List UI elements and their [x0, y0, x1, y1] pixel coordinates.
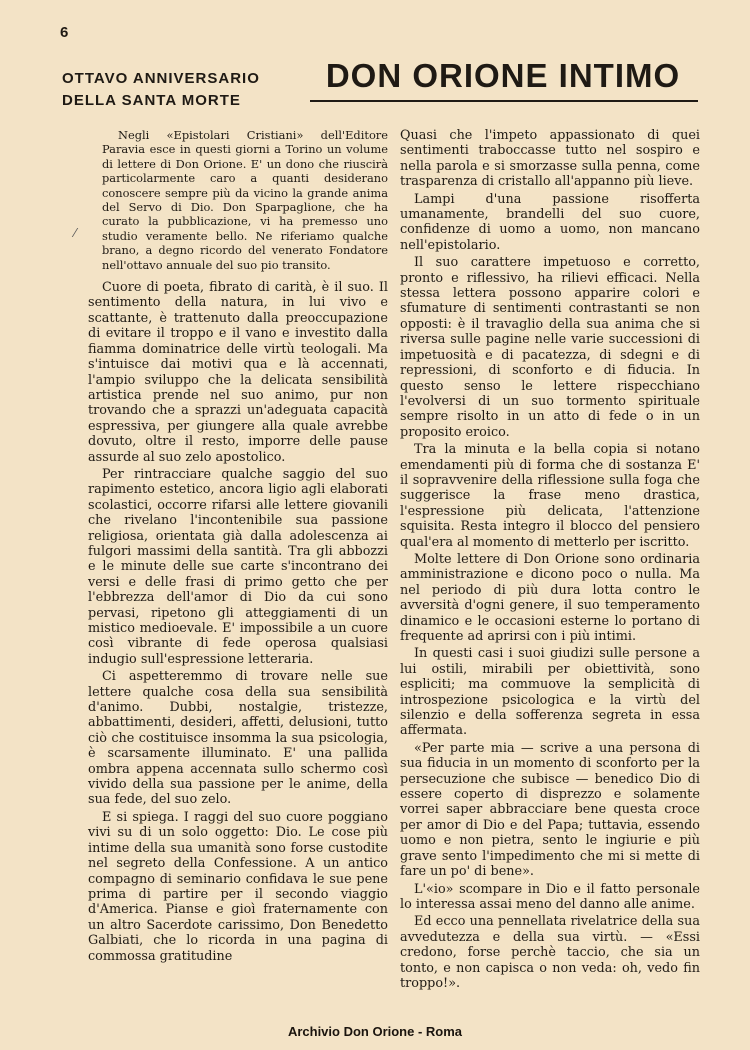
intro-paragraph: Negli «Epistolari Cristiani» dell'Editore Paravia esce in questi giorni a Torino un volume di lettere di Don Orione. E' un dono che riuscirà particolarmente caro a quanti desiderano conoscere sempre più da vicino la grande anima del Servo di Dio. Don Sparpaglione, che ha curato la pubblicazione, vi ha premesso uno studio veramente bello. Ne riferiamo qualche brano, a degno ricordo del venerato Fondatore nell'ottavo annuale del suo pio transito. — [102, 128, 388, 272]
right-column — [400, 128, 700, 993]
body-paragraph: Cuore di poeta, fibrato di carità, è il suo. Il sentimento della natura, in lui vivo e scattante, è trattenuto dalla preoccupazione di evitare il troppo e il vano e investito dalla fiamma dominatrice delle virtù teologali. Ma s'intuisce dai motivi qua e là accennati, l'ampio sviluppo che la delicata sensibilità artistica prende nel suo animo, pur non trovando che a sprazzi un'adeguata capacità espressiva, per giungere alla quale avrebbe dovuto, oltre il resto, imporre delle pause assurde al suo zelo apostolico. — [88, 280, 388, 465]
body-paragraph: Lampi d'una passione risofferta umanamente, brandelli del suo cuore, confidenze di uomo a uomo, non mancano nell'epistolario. — [400, 191, 700, 253]
kicker-line-2: DELLA SANTA MORTE — [62, 92, 241, 109]
title-underline — [310, 100, 698, 102]
kicker-heading — [62, 68, 260, 112]
page-number: 6 — [60, 24, 69, 41]
body-paragraph: In questi casi i suoi giudizi sulle persone a lui ostili, mirabili per obiettività, sono espliciti; ma commuove la semplicità di introspezione psicologica e la virtù del silenzio e della sofferenza segreta in essa affermata. — [400, 646, 700, 739]
body-paragraph: Ci aspetteremmo di trovare nelle sue lettere qualche cosa della sua sensibilità d'animo. Dubbi, nostalgie, tristezze, abbattimenti, desideri, affetti, delusioni, tutto ciò che costituisce insomma la sua psicologia, è scarsamente illuminato. E' una pallida ombra appena accennata sullo schermo così vivido della sua passione per le anime, della sua fede, del suo zelo. — [88, 669, 388, 808]
left-column — [88, 128, 388, 966]
archive-footer: Archivio Don Orione - Roma — [287, 1024, 463, 1039]
quote-paragraph: «Per parte mia — scrive a una persona di sua fiducia in un momento di sconforto per la persecuzione che subisce — benedico Dio di essere coperto di disprezzo e solamente vorrei saper abbracciare bene questa croce per amor di Dio e del Papa; tuttavia, essendo uomo e non pietra, sento le ingiurie e più grave sento l'impedimento che mi si mette di fare un po' di bene». — [400, 740, 700, 880]
body-paragraph: Il suo carattere impetuoso e corretto, pronto e riflessivo, ha rilievi efficaci. Nella stessa lettera possono apparire colori e sfumature di sentimenti contrastanti se non opposti: è il travaglio della sua anima che si riversa sulle pagine nelle varie successioni di impetuosità e di pacatezza, di sdegni e di repressioni, di sconforto e di fiducia. In questo senso le lettere rispecchiano l'evolversi di un suo tormento spirituale sempre risolto in un atto di fede o in un proposito eroico. — [400, 255, 700, 440]
kicker-line-1: OTTAVO ANNIVERSARIO — [62, 70, 260, 87]
body-paragraph: Tra la minuta e la bella copia si notano emendamenti più di forma che di sostanza E' il sopravvenire della riflessione sulla foga che suggerisce la frase meno drastica, l'espressione più delicata, l'attenzione squisita. Resta integro il blocco del pensiero qual'era al momento di metterlo per iscritto. — [400, 442, 700, 550]
body-paragraph: Quasi che l'impeto appassionato di quei sentimenti traboccasse tutto nel sospiro e nella parola e si smorzasse sulla penna, come trasparenza di cristallo all'appannо più lieve. — [400, 128, 700, 190]
body-paragraph: Per rintracciare qualche saggio del suo rapimento estetico, ancora ligio agli elaborati scolastici, occorre rifarsi alle lettere giovanili che rivelano l'incontenibile sua passione religiosa, orientata già dalla adolescenza ai fulgori massimi della santità. Tra gli abbozzi e le minute delle sue carte s'incontrano dei versi e delle frasi di primo getto che per l'ebbrezza dell'amor di Dio da cui sono pervasi, ripetono gli atteggiamenti di un mistico medioevale. E' impossibile a un cuore così vibrante di fede operosa qualsiasi indugio sull'espressione letteraria. — [88, 466, 388, 667]
body-paragraph: L'«io» scompare in Dio e il fatto personale lo interessa assai meno del danno alle anime. — [400, 881, 700, 912]
margin-pen-mark: ⁄ — [74, 226, 77, 240]
body-paragraph: Ed ecco una pennellata rivelatrice della sua avvedutezza e della sua virtù. — «Essi credono, forse perchè taccio, che sia un tonto, e non capisca o non veda: oh, vedo fin troppo!». — [400, 914, 700, 991]
body-paragraph: E si spiega. I raggi del suo cuore poggiano vivi su di un solo oggetto: Dio. Le cose più intime della sua umanità sono forse custodite nel segreto della Confessione. A un antico compagno di seminario confidava le sue pene prima di partire per il secondo viaggio d'America. Pianse e gioì fraternamente con un altro Sacerdote carissimo, Don Benedetto Galbiati, che lo ricorda in una pagina di commossa gratitudine — [88, 809, 388, 964]
body-paragraph: Molte lettere di Don Orione sono ordinaria amministrazione e dicono poco o nulla. Ma nel periodo di più dura lotta contro le avversità d'ogni genere, il suo temperamento dinamico e le occasioni esterne lo portano di frequente ad aprirsi con i più intimi. — [400, 551, 700, 644]
article-title: DON ORIONE INTIMO — [325, 57, 681, 94]
